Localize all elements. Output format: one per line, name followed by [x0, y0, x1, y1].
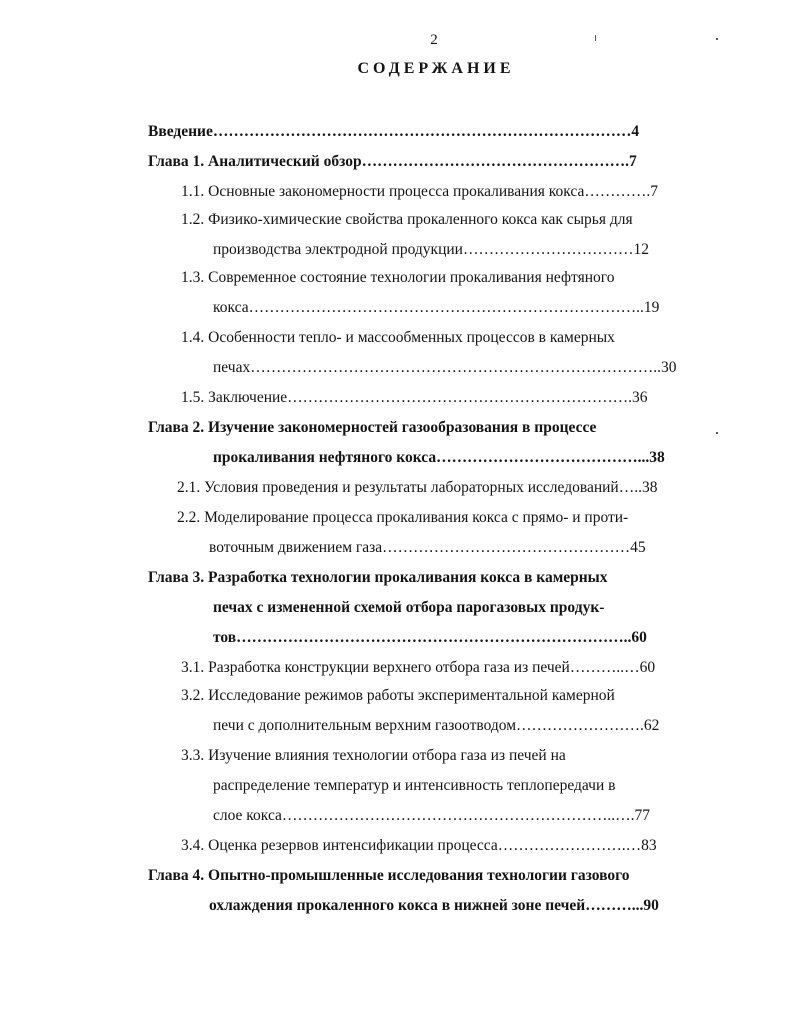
scan-speck: [716, 432, 718, 434]
toc-entry-chapter-4: Глава 4. Опытно-промышленные исследования технологии газового: [148, 867, 630, 884]
toc-entry-1-4-cont: печах……………………………………………………………………..30: [213, 359, 677, 376]
toc-entry-chapter-2-cont: прокаливания нефтяного кокса…………………………………...38: [213, 449, 665, 466]
toc-entry-1-5: 1.5. Заключение………………………………………………………….36: [181, 389, 648, 406]
toc-entry-1-3: 1.3. Современное состояние технологии прокаливания нефтяного: [181, 269, 615, 286]
toc-entry-chapter-1: Глава 1. Аналитический обзор…………………………………………….7: [148, 153, 637, 170]
scan-speck: [716, 38, 718, 40]
toc-entry-1-3-cont: кокса…………………………………………………………………..19: [213, 299, 660, 316]
toc-entry-chapter-2: Глава 2. Изучение закономерностей газообразования в процессе: [148, 419, 597, 436]
toc-title: СОДЕРЖАНИЕ: [357, 60, 515, 77]
toc-entry-chapter-3-cont-2: тов…………………………………………………………………..60: [213, 629, 647, 646]
toc-entry-chapter-4-cont: охлаждения прокаленного кокса в нижней зоне печей………...90: [209, 897, 659, 914]
toc-entry-2-2-cont: воточным движением газа…………………………………………45: [209, 539, 646, 556]
toc-entry-1-4: 1.4. Особенности тепло- и массообменных процессов в камерных: [181, 329, 615, 346]
toc-entry-3-4: 3.4. Оценка резервов интенсификации процесса…………………….…83: [181, 837, 657, 854]
toc-entry-3-1: 3.1. Разработка конструкции верхнего отбора газа из печей………..…60: [181, 659, 656, 676]
toc-entry-chapter-3: Глава 3. Разработка технологии прокаливания кокса в камерных: [148, 569, 608, 586]
toc-entry-3-3-cont-2: слое кокса………………………………………………………..….77: [213, 807, 651, 824]
toc-entry-1-2-cont: производства электродной продукции……………………………12: [213, 241, 649, 258]
scan-speck: [595, 35, 596, 41]
page-number: 2: [430, 32, 438, 48]
toc-entry-3-2: 3.2. Исследование режимов работы экспериментальной камерной: [181, 687, 615, 704]
toc-entry-3-2-cont: печи с дополнительным верхним газоотводом…………………….62: [213, 717, 660, 734]
toc-entry-1-2: 1.2. Физико-химические свойства прокаленного кокса как сырья для: [181, 211, 633, 228]
toc-entry-2-2: 2.2. Моделирование процесса прокаливания кокса с прямо- и проти-: [177, 509, 629, 526]
toc-entry-2-1: 2.1. Условия проведения и результаты лабораторных исследований…..38: [177, 479, 658, 496]
toc-entry-3-3: 3.3. Изучение влияния технологии отбора газа из печей на: [181, 747, 566, 764]
toc-entry-introduction: Введение………………………………………………………………………4: [148, 123, 640, 140]
toc-entry-chapter-3-cont: печах с измененной схемой отбора парогазовых продук-: [213, 599, 605, 616]
toc-entry-3-3-cont: распределение температур и интенсивность теплопередачи в: [213, 777, 616, 794]
toc-entry-1-1: 1.1. Основные закономерности процесса прокаливания кокса………….7: [181, 183, 658, 200]
